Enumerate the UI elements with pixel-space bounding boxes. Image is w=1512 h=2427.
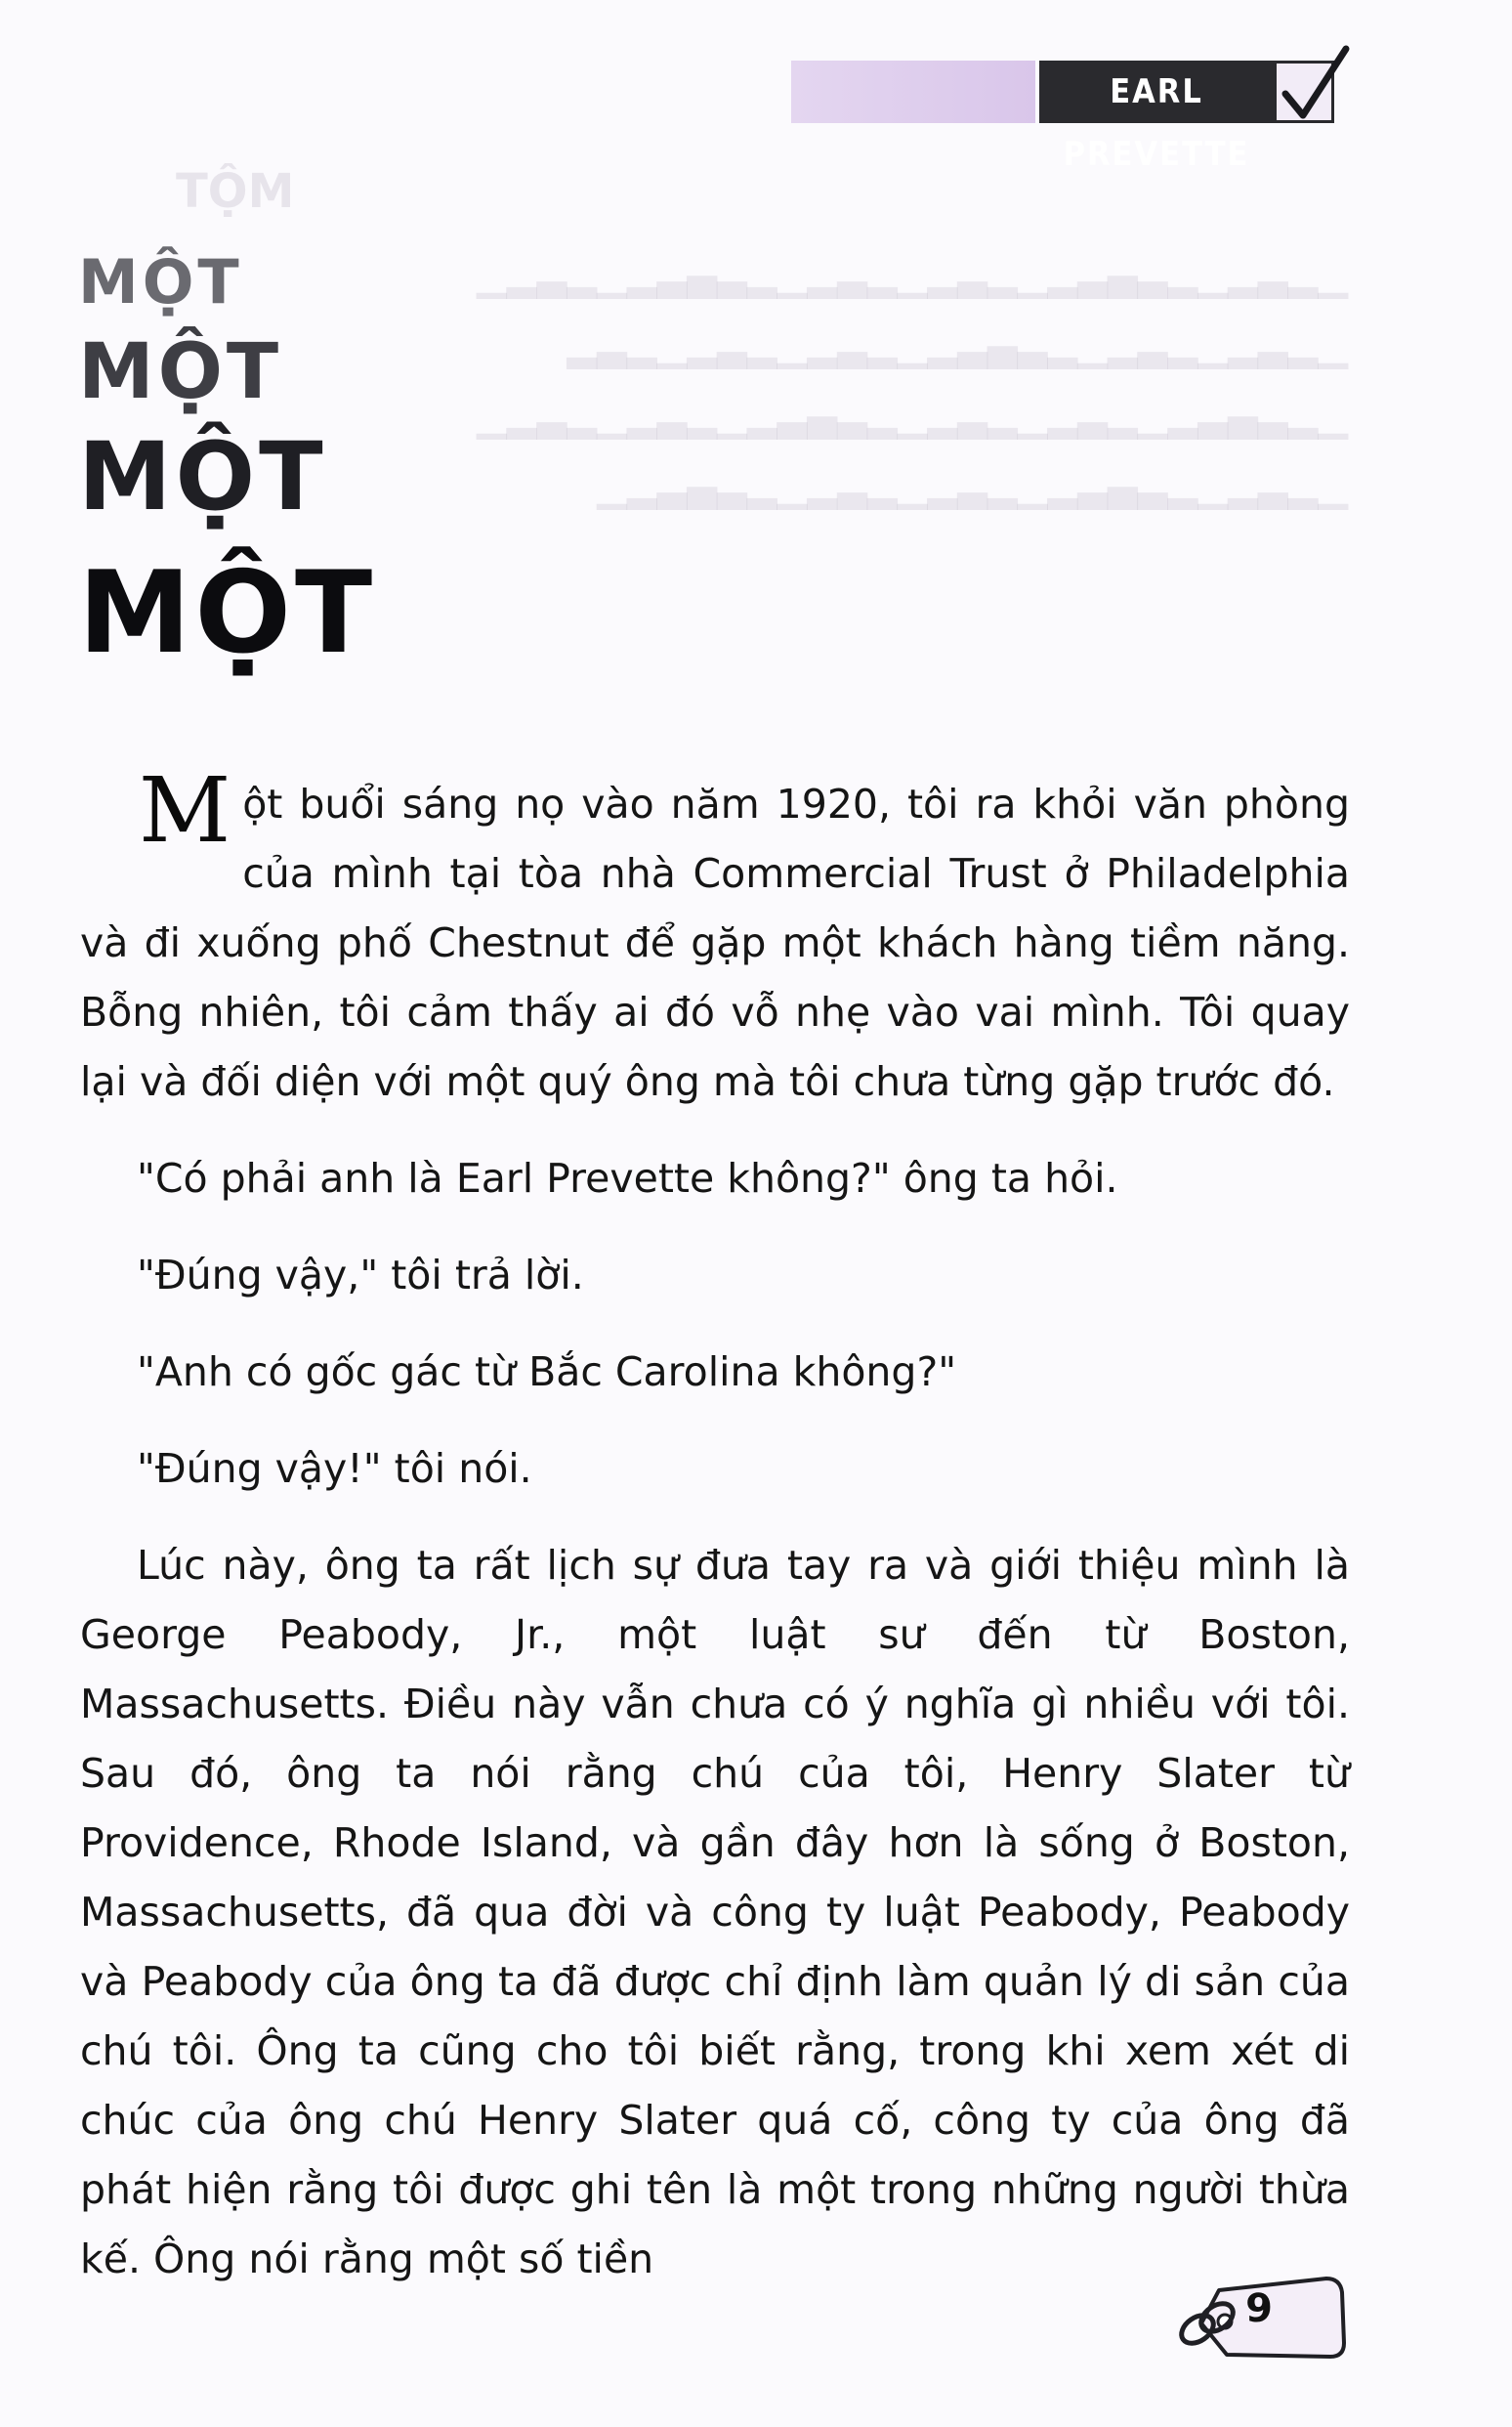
chapter-title-line-3: MỘT <box>78 422 327 532</box>
paragraph-text: ột buổi sáng nọ vào năm 1920, tôi ra khỏi văn phòng của mình tại tòa nhà Commercial Trust ở Philadelphia và đi xuống phố Chestnut để gặp một khách hàng tiềm năng. Bỗng nhiên, tôi cảm thấy ai đó vỗ nhẹ vào vai mình. Tôi quay lại và đối diện với một quý ông mà tôi chưa từng gặp trước đó. <box>80 781 1350 1105</box>
running-header-title: EARL PREVETTE <box>1039 61 1274 123</box>
page-number: 9 <box>1245 2286 1273 2331</box>
bleed-through-heading: MỘT <box>176 164 295 219</box>
chapter-title-line-2: MỘT <box>78 328 283 416</box>
chapter-title-line-1: MỘT <box>78 246 243 318</box>
body-text <box>80 758 1350 2321</box>
chapter-title-line-4: MỘT <box>78 547 377 679</box>
bleed-through-texture: ▁▂▃▂▁▂▃▄▃▂▁▂▃▂▁▂▃▂▁▂▃▄▃▂▁▂▃▂▁ ▁▂▃▂▁▂▃▂▁▂▃▄▃▂▁▂▃▂▁▂▃▂▁▂▃▂ ▁▂▃▄▃▂▁▂▃▂▁▂▃▂▁▂▃▄▃▂▁▂▃▂▁▂▃▂▁ ▁▂▃▂▁▂▃▄▃▂▁▂▃▂▁▂▃▂▁▂▃▄▃▂▁ <box>476 254 1348 510</box>
header-decorative-band <box>791 61 1035 123</box>
paragraph: Lúc này, ông ta rất lịch sự đưa tay ra và giới thiệu mình là George Peabody, Jr., một luật sư đến từ Boston, Massachusetts. Điều này vẫn chưa có ý nghĩa gì nhiều với tôi. Sau đó, ông ta nói rằng chú của tôi, Henry Slater từ Providence, Rhode Island, và gần đây hơn là sống ở Boston, Massachusetts, đã qua đời và công ty luật Peabody, Peabody và Peabody của ông ta đã được chỉ định làm quản lý di sản của chú tôi. Ông ta cũng cho tôi biết rằng, trong khi xem xét di chúc của ông chú Henry Slater quá cố, công ty của ông đã phát hiện rằng tôi được ghi tên là một trong những người thừa kế. Ông nói rằng một số tiền <box>80 1542 1350 2282</box>
paragraph <box>80 758 1350 1117</box>
drop-cap: M <box>139 758 231 863</box>
check-mark-icon <box>1274 43 1352 131</box>
paragraph: "Đúng vậy!" tôi nói. <box>137 1445 532 1492</box>
paragraph: "Anh có gốc gác từ Bắc Carolina không?" <box>137 1348 957 1395</box>
paragraph: "Đúng vậy," tôi trả lời. <box>137 1252 584 1299</box>
paragraph: "Có phải anh là Earl Prevette không?" ông ta hỏi. <box>137 1155 1118 1202</box>
